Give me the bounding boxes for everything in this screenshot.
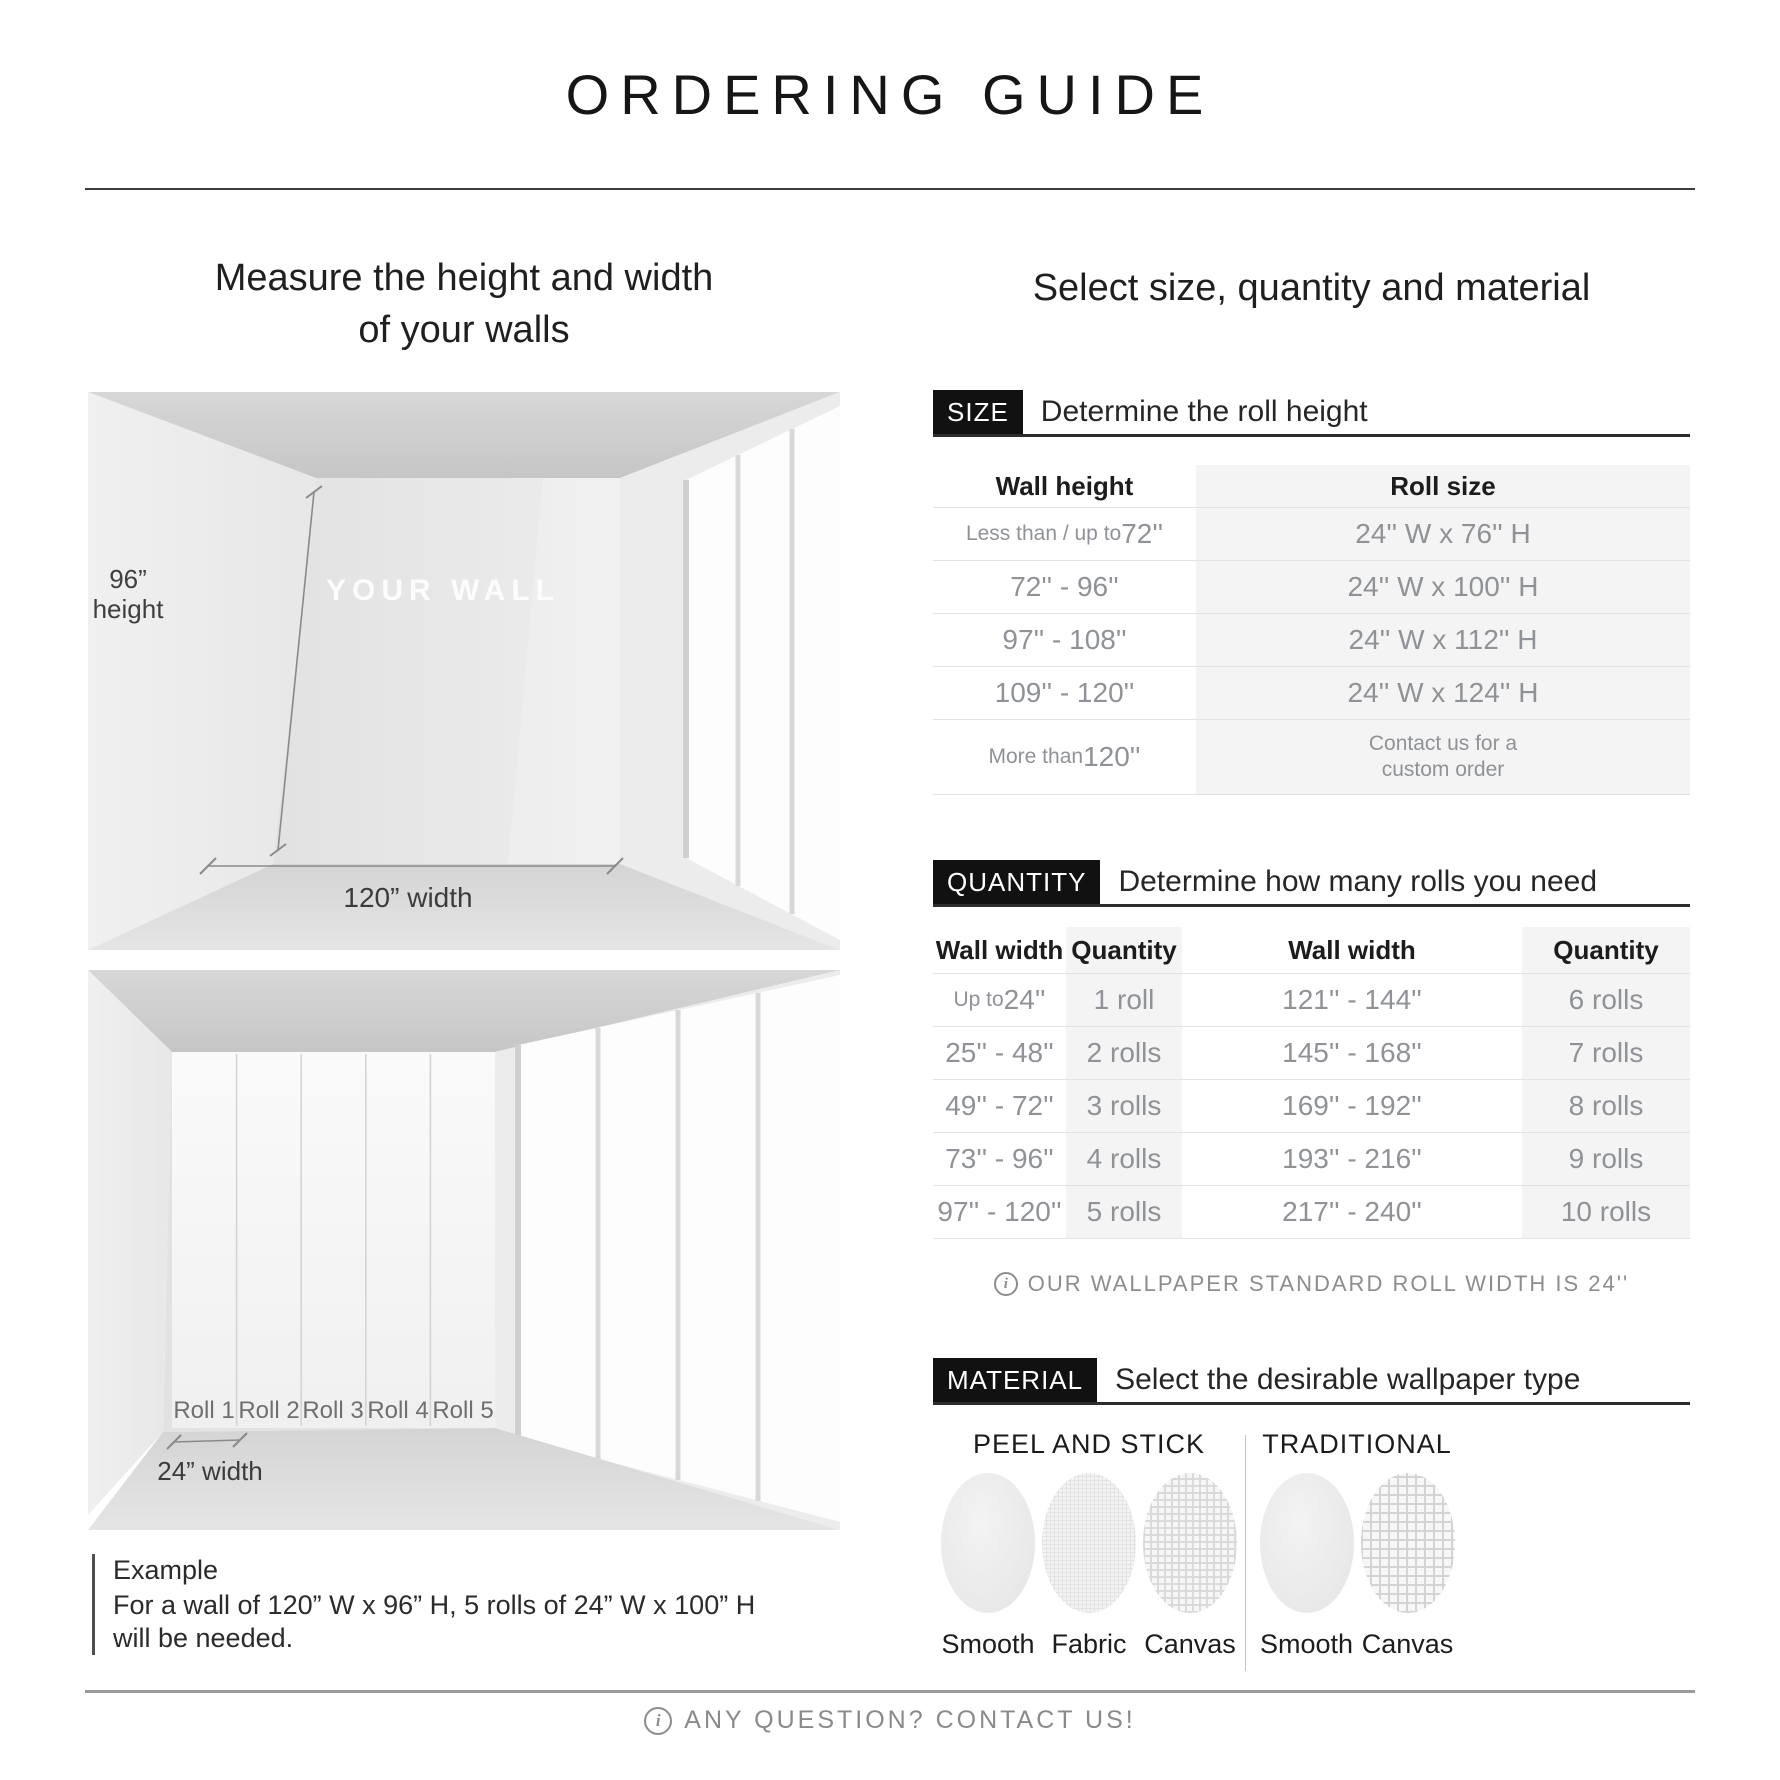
wall-width-value: 193'' - 216'' (1282, 1143, 1422, 1174)
your-wall-label: YOUR WALL (326, 574, 560, 607)
header-divider (85, 188, 1695, 190)
quantity-value: 4 rolls (1066, 1133, 1182, 1185)
roll-width-label: 24” width (157, 1456, 263, 1486)
material-section-header (933, 1358, 1690, 1405)
roll-label: Roll 2 (238, 1397, 300, 1424)
width-label: 120” width (343, 882, 473, 913)
material-subtitle: Select the desirable wallpaper type (1115, 1363, 1581, 1396)
footer-note-text: ANY QUESTION? CONTACT US! (684, 1706, 1136, 1734)
info-icon: i (994, 1272, 1018, 1296)
size-table-row (933, 667, 1690, 720)
quantity-value: 7 rolls (1522, 1027, 1690, 1079)
custom-order-note: Contact us for a custom order (1368, 732, 1518, 781)
wall-width-value: 73'' - 96'' (945, 1143, 1054, 1174)
example-title: Example (113, 1555, 219, 1585)
roll-size-header: Roll size (1196, 465, 1690, 507)
roll-label: Roll 5 (432, 1397, 494, 1424)
page-title: ORDERING GUIDE (565, 63, 1215, 126)
quantity-table-row (933, 1027, 1690, 1080)
roll-label: Roll 3 (302, 1397, 364, 1424)
quantity-value: 5 rolls (1066, 1186, 1182, 1238)
measure-heading (88, 252, 840, 356)
height-value-label: 96” (109, 564, 147, 594)
quantity-value: 6 rolls (1522, 974, 1690, 1026)
size-section-header (933, 390, 1690, 437)
select-heading: Select size, quantity and material (1032, 267, 1591, 309)
height-word-label: height (92, 594, 164, 624)
window-glass (686, 406, 840, 940)
wall-width-value: 24'' (1003, 984, 1046, 1015)
smooth-label: Smooth (1259, 1629, 1354, 1659)
smooth-swatch (941, 1473, 1035, 1613)
quantity-table-row (933, 1133, 1690, 1186)
quantity-section (933, 860, 1690, 1297)
quantity-value: 3 rolls (1066, 1080, 1182, 1132)
wall-width-header: Wall width (935, 934, 1064, 965)
example-block (92, 1554, 755, 1655)
wall-width-value: 25'' - 48'' (945, 1037, 1054, 1068)
traditional-group (1246, 1429, 1468, 1671)
size-table-row (933, 508, 1690, 561)
wall-width-value: 217'' - 240'' (1282, 1196, 1422, 1227)
canvas-swatch (1361, 1473, 1455, 1613)
size-table-row (933, 561, 1690, 614)
wall-height-value: 97'' - 108'' (1002, 624, 1127, 655)
measure-heading-line1: Measure the height and width (214, 257, 714, 299)
quantity-value: 8 rolls (1522, 1080, 1690, 1132)
roll-size-value: 24'' W x 112'' H (1196, 614, 1690, 666)
material-badge: MATERIAL (933, 1358, 1097, 1402)
room2-svg (88, 970, 840, 1530)
roll-size-value: 24'' W x 100'' H (1196, 561, 1690, 613)
roll-label: Roll 1 (173, 1397, 235, 1424)
quantity-value: 1 roll (1066, 974, 1182, 1026)
footer-divider (85, 1690, 1695, 1693)
roll-label: Roll 4 (367, 1397, 429, 1424)
size-section (933, 390, 1690, 795)
footer-note (0, 1706, 1780, 1735)
quantity-header: Quantity (1522, 927, 1690, 973)
material-section (933, 1358, 1690, 1671)
roll-size-value: 24'' W x 124'' H (1196, 667, 1690, 719)
quantity-table-header (933, 927, 1690, 974)
wall-width-value: 49'' - 72'' (945, 1090, 1054, 1121)
wall-width-prefix: Up to (953, 988, 1004, 1011)
info-icon: i (644, 1707, 672, 1735)
size-table-header (933, 465, 1690, 508)
example-line2: will be needed. (113, 1623, 294, 1653)
roll-width-note (933, 1271, 1690, 1297)
quantity-section-header (933, 860, 1690, 907)
canvas-label: Canvas (1361, 1629, 1454, 1659)
fabric-swatch (1042, 1473, 1136, 1613)
peel-and-stick-group (933, 1429, 1245, 1671)
wall-height-value: 109'' - 120'' (994, 677, 1135, 708)
room-measurement-illustration (88, 392, 840, 950)
quantity-header: Quantity (1066, 927, 1182, 973)
roll-size-value: 24'' W x 76'' H (1196, 508, 1690, 560)
wall-height-value: 120'' (1083, 741, 1141, 772)
quantity-subtitle: Determine how many rolls you need (1118, 865, 1598, 898)
peel-and-stick-title: PEEL AND STICK (972, 1429, 1206, 1459)
material-options (933, 1429, 1690, 1671)
wall-width-value: 121'' - 144'' (1282, 984, 1422, 1015)
wall-width-value: 97'' - 120'' (937, 1196, 1062, 1227)
roll-width-note-text: OUR WALLPAPER STANDARD ROLL WIDTH IS 24'' (1027, 1271, 1630, 1296)
quantity-table-row (933, 1186, 1690, 1239)
traditional-title: TRADITIONAL (1262, 1429, 1452, 1459)
wall-width-value: 145'' - 168'' (1282, 1037, 1422, 1068)
quantity-value: 2 rolls (1066, 1027, 1182, 1079)
quantity-value: 10 rolls (1522, 1186, 1690, 1238)
quantity-badge: QUANTITY (933, 860, 1100, 904)
size-table-row (933, 614, 1690, 667)
left-wall (88, 970, 172, 1515)
size-badge: SIZE (933, 390, 1023, 434)
roll-panels (172, 1052, 495, 1428)
measure-heading-line2: of your walls (358, 309, 570, 351)
wall-height-prefix: More than (988, 745, 1084, 768)
wall-height-prefix: Less than / up to (965, 522, 1122, 545)
canvas-label: Canvas (1144, 1629, 1236, 1659)
fabric-label: Fabric (1051, 1629, 1127, 1659)
room-rolls-illustration (88, 970, 840, 1530)
quantity-value: 9 rolls (1522, 1133, 1690, 1185)
room1-svg (88, 392, 840, 950)
wall-width-header: Wall width (1288, 934, 1416, 965)
size-subtitle: Determine the roll height (1040, 395, 1368, 428)
smooth-label: Smooth (941, 1629, 1035, 1659)
wall-height-header: Wall height (995, 470, 1134, 501)
wall-height-value: 72'' - 96'' (1010, 571, 1119, 602)
quantity-table-row (933, 974, 1690, 1027)
quantity-table-row (933, 1080, 1690, 1133)
canvas-swatch (1143, 1473, 1237, 1613)
size-table (933, 465, 1690, 795)
example-line1: For a wall of 120” W x 96” H, 5 rolls of 24” W x 100” H (113, 1590, 756, 1620)
smooth-swatch (1260, 1473, 1354, 1613)
wall-height-value: 72'' (1121, 518, 1164, 549)
size-table-row (933, 720, 1690, 795)
wall-width-value: 169'' - 192'' (1282, 1090, 1422, 1121)
quantity-table (933, 927, 1690, 1239)
